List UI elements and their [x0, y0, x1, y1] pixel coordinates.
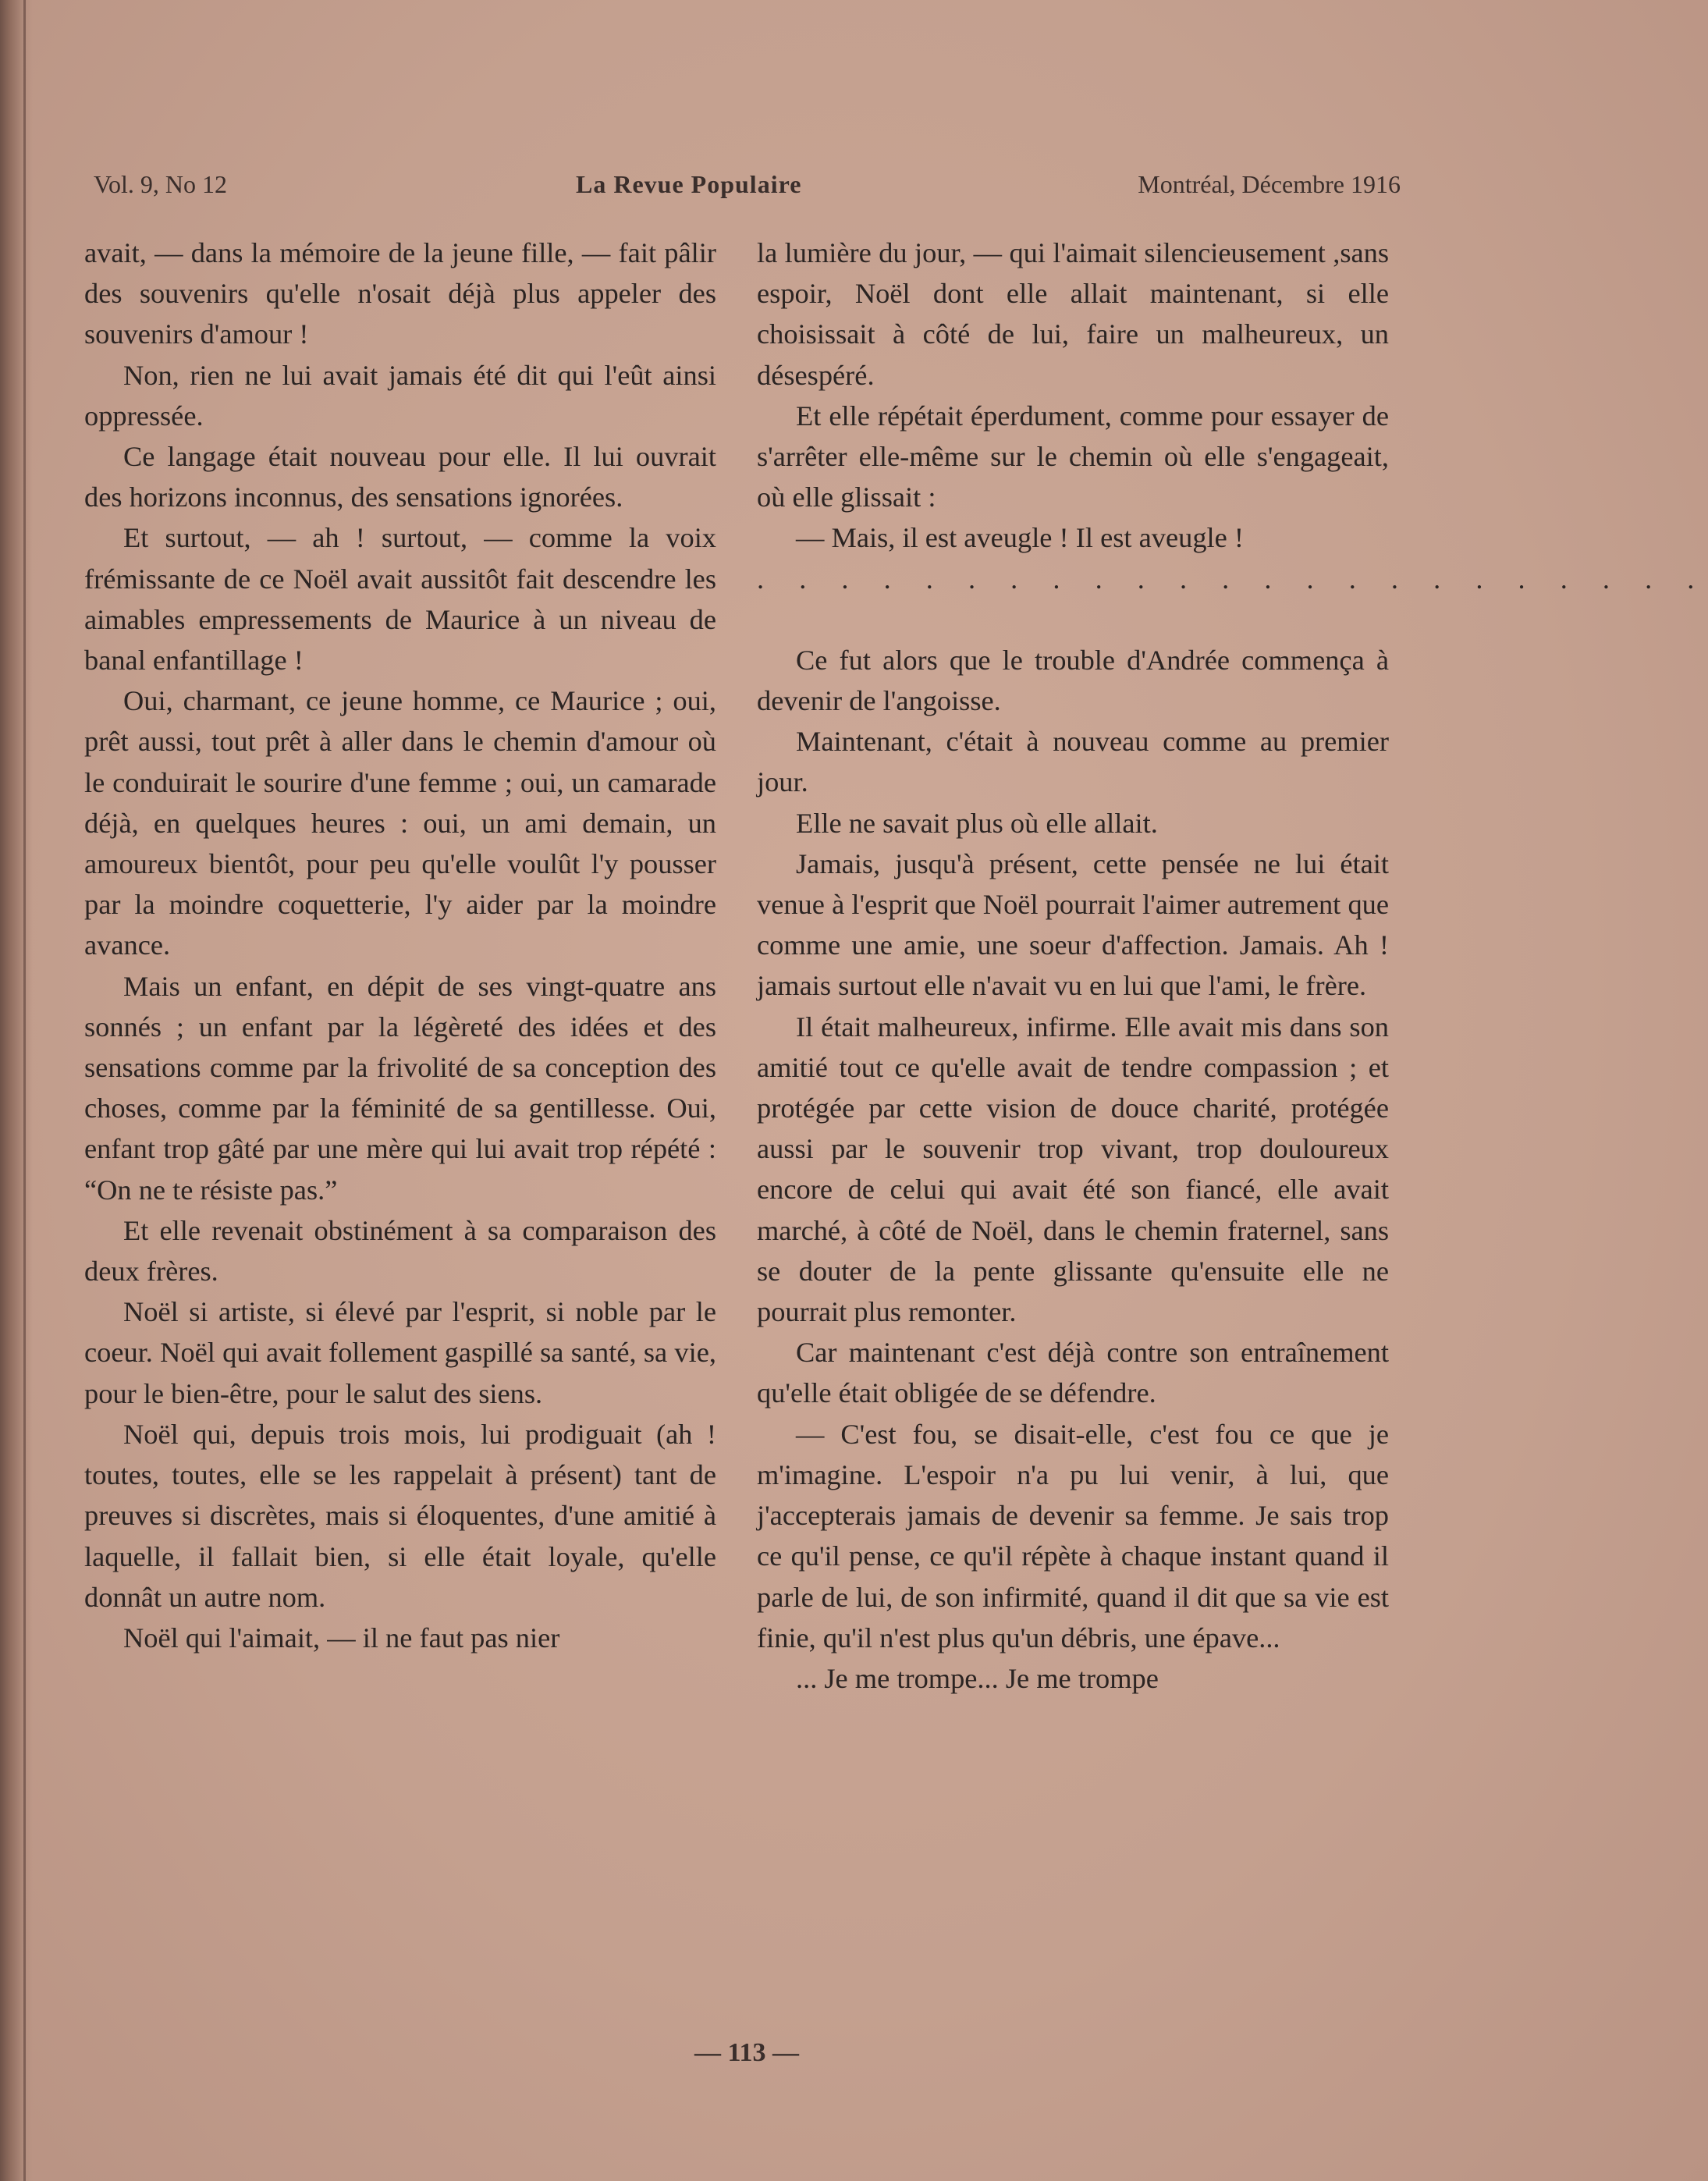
paragraph: Elle ne savait plus où elle allait.	[796, 807, 1158, 839]
issue-date: Montréal, Décembre 1916	[1138, 170, 1401, 198]
paragraph: Ce langage était nouveau pour elle. Il lui ouvrait des horizons inconnus, des sensations ignorées.	[84, 441, 716, 513]
page-number: — 113 —	[694, 2038, 800, 2067]
left-column	[84, 233, 716, 1658]
paragraph: Non, rien ne lui avait jamais été dit qui l'eût ainsi oppressée.	[84, 359, 716, 432]
book-spine-shadow	[0, 0, 33, 2181]
paragraph: — C'est fou, se disait-elle, c'est fou ce que je m'imagine. L'espoir n'a pu lui venir, à lui, que j'accepterais jamais de devenir sa femme. Je sais trop ce qu'il pense, ce qu'il répète à chaque instant quand il parle de lui, de son infirmité, quand il dit que sa vie est finie, qu'il n'est plus qu'un débris, une épave...	[757, 1418, 1389, 1654]
paragraph: — Mais, il est aveugle ! Il est aveugle !	[796, 522, 1244, 554]
paragraph: Noël si artiste, si élevé par l'esprit, si noble par le coeur. Noël qui avait follement gaspillé sa santé, sa vie, pour le bien-être, pour le salut des siens.	[84, 1296, 716, 1409]
paragraph: Noël qui, depuis trois mois, lui prodiguait (ah ! toutes, toutes, elle se les rappelait à présent) tant de preuves si discrètes, mais si éloquentes, d'une amitié à laquelle, il fallait bien, si elle était loyale, qu'elle donnât un autre nom.	[84, 1418, 716, 1613]
paragraph: la lumière du jour, — qui l'aimait silencieusement ,sans espoir, Noël dont elle allait maintenant, si elle choisissait à côté de lui, faire un malheureux, un désespéré.	[757, 237, 1389, 391]
gutter-line	[23, 0, 26, 2181]
paragraph: avait, — dans la mémoire de la jeune fille, — fait pâlir des souvenirs qu'elle n'osait déjà plus appeler des souvenirs d'amour !	[84, 237, 716, 350]
paragraph: Oui, charmant, ce jeune homme, ce Maurice ; oui, prêt aussi, tout prêt à aller dans le chemin d'amour où le conduirait le sourire d'une femme ; oui, un camarade déjà, en quelques heures : oui, un ami demain, un amoureux bientôt, pour peu qu'elle voulût l'y pousser par la moindre coquetterie, l'y aider par la moindre avance.	[84, 685, 716, 961]
right-column	[757, 233, 1708, 1699]
running-header	[94, 170, 1401, 209]
volume-number: Vol. 9, No 12	[94, 170, 227, 198]
section-gap	[757, 599, 1389, 640]
paragraph: Maintenant, c'était à nouveau comme au premier jour.	[757, 726, 1389, 798]
paragraph: Car maintenant c'est déjà contre son entraînement qu'elle était obligée de se défendre.	[757, 1337, 1389, 1409]
paragraph: Et surtout, — ah ! surtout, — comme la voix frémissante de ce Noël avait aussitôt fait descendre les aimables empressements de Maurice à un niveau de banal enfantillage !	[84, 522, 716, 677]
paragraph: Ce fut alors que le trouble d'Andrée commença à devenir de l'angoisse.	[757, 644, 1389, 717]
paragraph: ... Je me trompe... Je me trompe	[796, 1662, 1159, 1694]
paragraph: Noël qui l'aimait, — il ne faut pas nier	[123, 1622, 560, 1654]
paragraph: Et elle répétait éperdument, comme pour essayer de s'arrêter elle-même sur le chemin où elle s'engageait, où elle glissait :	[757, 400, 1389, 513]
paragraph: Et elle revenait obstinément à sa comparaison des deux frères.	[84, 1214, 716, 1288]
paragraph: Jamais, jusqu'à présent, cette pensée ne lui était venue à l'esprit que Noël pourrait l'aimer autrement que comme une amie, une soeur d'affection. Jamais. Ah ! jamais surtout elle n'avait vu en lui que l'ami, le frère.	[757, 847, 1389, 1002]
section-break-dots: . . . . . . . . . . . . . . . . . . . . . . .	[757, 563, 1708, 595]
paragraph: Il était malheureux, infirme. Elle avait mis dans son amitié tout ce qu'elle avait de tendre compassion ; et protégée par cette vision de douce charité, protégée aussi par le souvenir trop vivant, trop douloureux encore de celui qui avait été son fiancé, elle avait marché, à côté de Noël, dans le chemin fraternel, sans se douter de la pente glissante qu'ensuite elle ne pourrait plus remonter.	[757, 1011, 1389, 1328]
journal-title: La Revue Populaire	[576, 170, 802, 198]
paragraph: Mais un enfant, en dépit de ses vingt-quatre ans sonnés ; un enfant par la légèreté des idées et des sensations comme par la frivolité de sa conception des choses, comme par la féminité de sa gentillesse. Oui, enfant trop gâté par une mère qui lui avait trop répété : “On ne te résiste pas.”	[84, 970, 716, 1206]
